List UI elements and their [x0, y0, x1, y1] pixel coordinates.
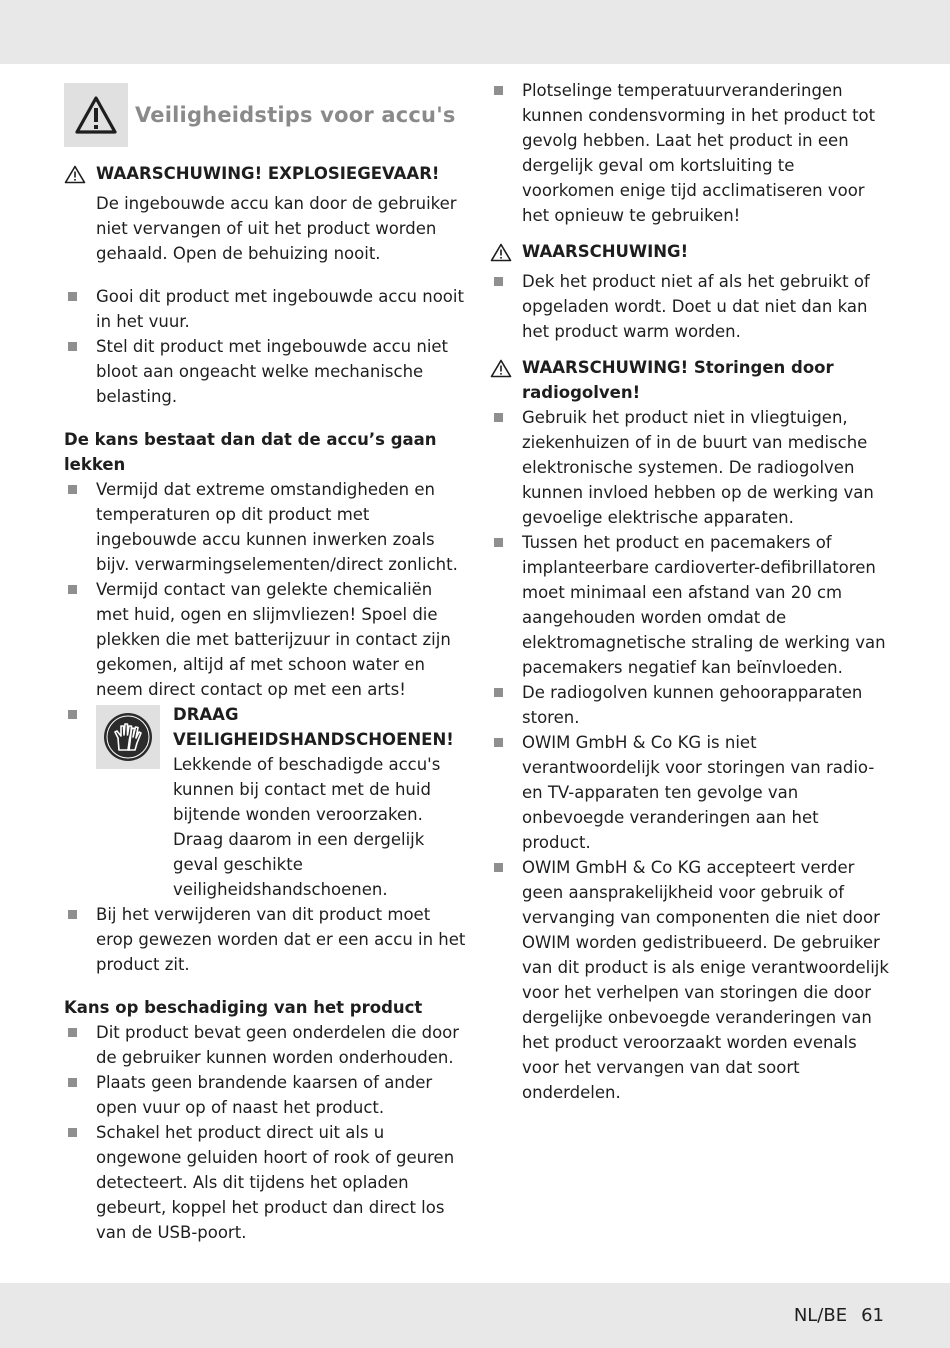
subheading-damage: Kans op beschadiging van het product	[64, 998, 423, 1017]
bullet-square-icon	[64, 1020, 96, 1045]
section-title: Veiligheidstips voor accu's	[135, 103, 456, 127]
page-footer	[794, 1305, 884, 1326]
list-item: De radiogolven kunnen gehoorapparaten storen.	[490, 680, 890, 730]
right-column	[490, 78, 890, 1105]
gloves-label: DRAAG VEILIGHEIDSHANDSCHOENEN!	[173, 705, 454, 749]
section-header	[64, 83, 466, 147]
warning-icon	[64, 83, 128, 147]
bullet-square-icon	[64, 1070, 96, 1095]
list-item: Vermijd dat extreme omstandigheden en temperaturen op dit product met ingebouwde accu kunnen inwerken zoals bijv. verwarmingselementen/direct zonlicht.	[64, 477, 466, 577]
top-bar	[0, 0, 950, 64]
list-item: Stel dit product met ingebouwde accu niet bloot aan ongeacht welke mechanische belasting.	[64, 334, 466, 409]
bullet-square-icon	[490, 680, 522, 705]
list-item: Vermijd contact van gelekte chemicaliën met huid, ogen en slijmvliezen! Spoel die plekken die met batterijzuur in contact zijn gekomen, altijd af met schoon water en neem direct contact op met een arts!	[64, 577, 466, 702]
warning-small-icon	[490, 355, 522, 385]
list-item: OWIM GmbH & Co KG is niet verantwoordelijk voor storingen van radio- en TV-apparaten ten gevolge van onbevoegde veranderingen aan het product.	[490, 730, 890, 855]
list-item: Gebruik het product niet in vliegtuigen, ziekenhuizen of in de buurt van medische elektronische systemen. De radiogolven kunnen invloed hebben op de werking van gevoelige elektrische apparaten.	[490, 405, 890, 530]
page-number: 61	[861, 1305, 884, 1326]
list-item: Plaats geen brandende kaarsen of ander open vuur op of naast het product.	[64, 1070, 466, 1120]
bullet-square-icon	[64, 334, 96, 359]
warning-radio	[490, 355, 890, 405]
bullet-square-icon	[490, 269, 522, 294]
bullet-square-icon	[490, 730, 522, 755]
warning-label: WAARSCHUWING! EXPLOSIEGEVAAR!	[96, 164, 440, 183]
warning-label: WAARSCHUWING! Storingen door radiogolven!	[522, 358, 834, 402]
list-item-gloves	[64, 702, 466, 902]
left-column	[64, 78, 466, 1245]
list-item: Gooi dit product met ingebouwde accu nooit in het vuur.	[64, 284, 466, 334]
list-item: Dek het product niet af als het gebruikt of opgeladen wordt. Doet u dat niet dan kan het product warm worden.	[490, 269, 890, 344]
warning-generic	[490, 239, 890, 269]
warning-explosion	[64, 161, 466, 191]
bullet-square-icon	[490, 530, 522, 555]
bullet-square-icon	[64, 902, 96, 927]
bullet-square-icon	[64, 702, 96, 727]
bullet-square-icon	[64, 1120, 96, 1145]
list-item: Tussen het product en pacemakers of implanteerbare cardioverter-defibrillatoren moet minimaal een afstand van 20 cm aangehouden worden omdat de elektromagnetische straling de werking van pacemakers negatief kan beïnvloeden.	[490, 530, 890, 680]
list-item: Schakel het product direct uit als u ongewone geluiden hoort of rook of geuren detecteert. Als dit tijdens het opladen gebeurt, koppel het product dan direct los van de USB-poort.	[64, 1120, 466, 1245]
bullet-square-icon	[490, 405, 522, 430]
list-item: Bij het verwijderen van dit product moet erop gewezen worden dat er een accu in het product zit.	[64, 902, 466, 977]
bullet-square-icon	[490, 855, 522, 880]
bullet-square-icon	[64, 477, 96, 502]
warning-text: De ingebouwde accu kan door de gebruiker niet vervangen of uit het product worden gehaald. Open de behuizing nooit.	[96, 194, 457, 263]
subheading-leak: De kans bestaat dan dat de accu’s gaan lekken	[64, 430, 437, 474]
bullet-square-icon	[64, 577, 96, 602]
gloves-text: Lekkende of beschadigde accu's kunnen bij contact met de huid bijtende wonden veroorzaken. Draag daarom in een dergelijk geval geschikte veiligheidshandschoenen.	[173, 755, 441, 899]
locale-label: NL/BE	[793, 1305, 848, 1326]
warning-label: WAARSCHUWING!	[522, 242, 689, 261]
list-item: OWIM GmbH & Co KG accepteert verder geen aansprakelijkheid voor gebruik of vervanging van componenten die niet door OWIM worden gedistribueerd. De gebruiker van dit product is als enige verantwoordelijk voor het verhelpen van storingen die door dergelijke onbevoegde veranderingen van het product veroorzaakt worden evenals voor het vervangen van dat soort onderdelen.	[490, 855, 890, 1105]
list-item: Dit product bevat geen onderdelen die door de gebruiker kunnen worden onderhouden.	[64, 1020, 466, 1070]
gloves-icon	[96, 705, 160, 769]
bullet-square-icon	[490, 78, 522, 103]
warning-small-icon	[64, 161, 96, 191]
warning-small-icon	[490, 239, 522, 269]
list-item: Plotselinge temperatuurveranderingen kunnen condensvorming in het product tot gevolg hebben. Laat het product in een dergelijk geval om kortsluiting te voorkomen enige tijd acclimatiseren voor het opnieuw te gebruiken!	[490, 78, 890, 228]
bullet-square-icon	[64, 284, 96, 309]
